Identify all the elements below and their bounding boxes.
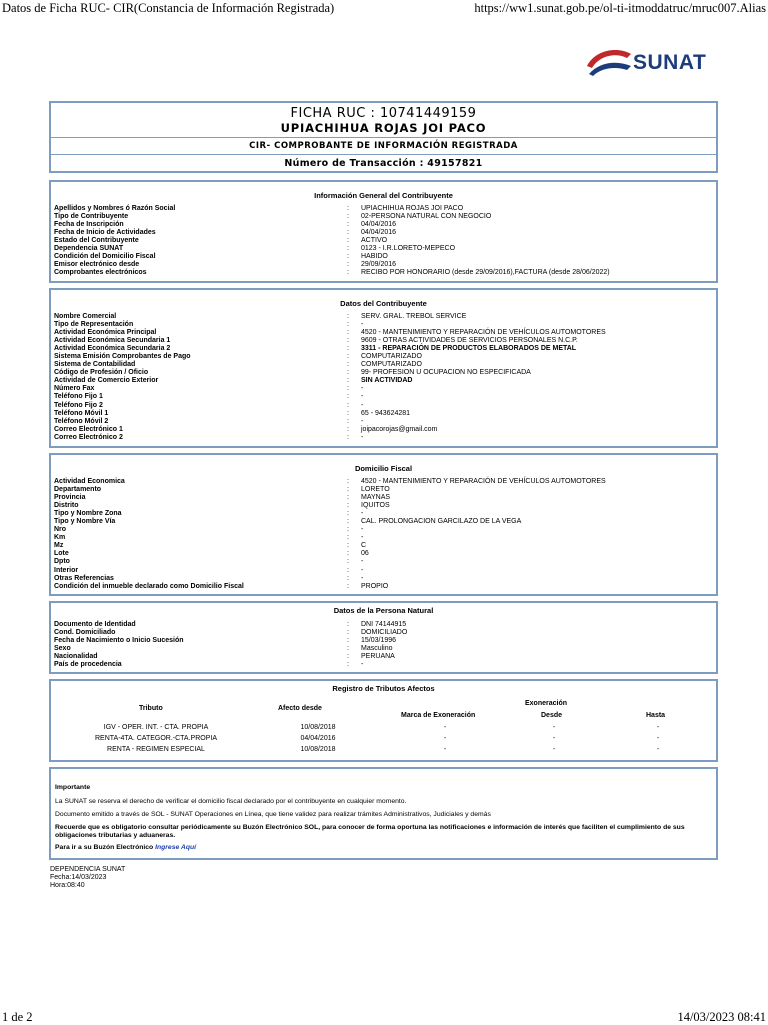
row-colon: : — [347, 221, 349, 229]
persona-rows — [54, 621, 713, 669]
row-label: Fecha de Inscripción — [54, 221, 124, 229]
buzon-text: Para ir a su Buzón Electrónico — [55, 844, 154, 851]
row-colon: : — [347, 417, 349, 425]
contribuyente-name: UPIACHIHUA ROJAS JOI PACO — [280, 121, 487, 135]
row-value: - — [361, 534, 364, 542]
row-label: Actividad Económica Secundaria 1 — [54, 337, 171, 345]
row-value: 04/04/2016 — [361, 221, 397, 229]
row-label: Sistema Emisión Comprobantes de Pago — [54, 353, 191, 361]
row-value: ACTIVO — [361, 237, 388, 245]
row-colon: : — [347, 425, 349, 433]
buzon-line — [55, 844, 712, 852]
info-row — [54, 253, 713, 261]
row-colon: : — [347, 353, 349, 361]
row-colon: : — [347, 574, 349, 582]
row-colon: : — [347, 653, 349, 661]
tributo-cell-hasta: - — [656, 735, 660, 742]
row-value: 65 - 943624281 — [361, 409, 411, 417]
tributo-cell-marca: - — [443, 746, 447, 753]
row-value: - — [361, 385, 364, 393]
ingrese-aqui-link[interactable]: Ingrese Aquí — [155, 844, 197, 851]
info-row — [54, 402, 713, 410]
row-colon: : — [347, 205, 349, 212]
row-label: Dpto — [54, 558, 70, 566]
row-label: Correo Electrónico 1 — [54, 425, 123, 433]
info-row — [54, 353, 713, 361]
importante-heading: Importante — [55, 784, 91, 791]
importante-p3: Recuerde que es obligatorio consultar periódicamente su Buzón Electrónico SOL, para conocer de forma oportuna las notificaciones e información de interés que faciliten el cumplimiento de sus obligaciones tributarias y aduaneras. — [55, 824, 685, 839]
row-label: Cond. Domiciliado — [54, 629, 116, 637]
domicilio-fiscal-section — [49, 453, 718, 596]
row-value: SIN ACTIVIDAD — [361, 377, 413, 385]
row-label: Tipo y Nombre Vía — [54, 518, 116, 526]
row-value: MAYNAS — [361, 494, 391, 502]
info-row — [54, 261, 713, 269]
info-row — [54, 313, 713, 321]
row-label: Otras Referencias — [54, 574, 114, 582]
section-heading: Datos de la Persona Natural — [333, 606, 434, 615]
row-colon: : — [347, 313, 349, 320]
row-colon: : — [347, 621, 349, 628]
row-value: C — [361, 542, 367, 550]
ficha-header-box — [49, 101, 718, 173]
row-value: - — [361, 321, 364, 329]
row-value: 04/04/2016 — [361, 229, 397, 237]
row-value: 9609 - OTRAS ACTIVIDADES DE SERVICIOS PERSONALES N.C.P. — [361, 337, 578, 345]
row-label: Nombre Comercial — [54, 313, 117, 320]
row-value: 99- PROFESION U OCUPACION NO ESPECIFICADA — [361, 369, 531, 377]
row-label: Dependencia SUNAT — [54, 245, 124, 253]
info-row — [54, 575, 713, 583]
row-value: 06 — [361, 550, 369, 558]
tributo-cell-desde: - — [552, 746, 556, 753]
sunat-logo-text: SUNAT — [633, 51, 707, 74]
section-heading: Datos del Contribuyente — [340, 299, 427, 308]
row-value: - — [361, 558, 364, 566]
row-label: Estado del Contribuyente — [54, 237, 139, 245]
footer-fecha: Fecha:14/03/2023 — [50, 874, 107, 881]
row-colon: : — [347, 213, 349, 221]
row-value: 29/09/2016 — [361, 261, 397, 269]
row-label: Distrito — [54, 502, 79, 510]
col-header-afecto: Afecto desde — [278, 705, 322, 712]
row-value: PERUANA — [361, 653, 395, 661]
row-value: 3311 - REPARACIÓN DE PRODUCTOS ELABORADOS DE METAL — [361, 345, 577, 353]
persona-natural-section — [49, 601, 718, 674]
row-colon: : — [347, 401, 349, 409]
row-label: Correo Electrónico 2 — [54, 433, 123, 441]
info-row — [54, 418, 713, 426]
row-label: Apellidos y Nombres ó Razón Social — [54, 205, 176, 212]
tributo-cell-afecto: 04/04/2016 — [300, 735, 336, 742]
print-header-title: Datos de Ficha RUC- CIR(Constancia de Información Registrada) — [2, 1, 335, 15]
row-colon: : — [347, 385, 349, 393]
row-label: Tipo de Contribuyente — [54, 213, 129, 221]
tributo-cell-tributo: RENTA-4TA. CATEGOR.-CTA.PROPIA — [95, 735, 217, 742]
row-label: Comprobantes electrónicos — [54, 269, 147, 277]
row-label: Emisor electrónico desde — [54, 261, 140, 269]
row-colon: : — [347, 329, 349, 337]
row-label: Teléfono Móvil 1 — [54, 409, 109, 417]
row-value: UPIACHIHUA ROJAS JOI PACO — [361, 205, 464, 212]
info-row — [54, 237, 713, 245]
tributos-section — [49, 679, 718, 762]
row-label: Teléfono Fijo 1 — [54, 393, 103, 401]
row-colon: : — [347, 245, 349, 253]
footer-dependencia: DEPENDENCIA SUNAT — [50, 866, 126, 873]
col-header-marca: Marca de Exoneración — [401, 712, 476, 719]
row-value: DNI 74144915 — [361, 621, 407, 628]
row-value: - — [361, 393, 364, 401]
info-row — [54, 653, 713, 661]
tributo-cell-tributo: IGV - OPER. INT. - CTA. PROPIA — [103, 724, 209, 731]
contribuyente-section — [49, 288, 718, 448]
row-value: - — [361, 417, 364, 425]
row-label: Teléfono Fijo 2 — [54, 401, 103, 409]
importante-p1: La SUNAT se reserva el derecho de verificar el domicilio fiscal declarado por el contribuyente en cualquier momento. — [55, 798, 407, 805]
row-colon: : — [347, 345, 349, 353]
row-value: COMPUTARIZADO — [361, 353, 422, 361]
general-info-section — [49, 180, 718, 283]
tributo-cell-hasta: - — [656, 746, 660, 753]
importante-p2: Documento emitido a través de SOL - SUNAT Operaciones en Línea, que tiene validez para realizar trámites Administrativos, Judiciales y demás — [55, 811, 491, 818]
row-value: CAL. PROLONGACION GARCILAZO DE LA VEGA — [361, 518, 522, 526]
row-label: Condición del Domicilio Fiscal — [54, 253, 156, 261]
contribuyente-rows — [54, 313, 713, 442]
row-value: - — [361, 574, 364, 582]
info-row — [54, 205, 713, 213]
general-info-rows — [54, 205, 713, 277]
row-value: 02-PERSONA NATURAL CON NEGOCIO — [361, 213, 492, 221]
row-colon: : — [347, 486, 349, 494]
importante-section — [49, 767, 718, 860]
row-value: PROPIO — [361, 582, 389, 590]
row-value: 4520 - MANTENIMIENTO Y REPARACIÓN DE VEHÍCULOS AUTOMOTORES — [361, 478, 606, 485]
row-value: 4520 - MANTENIMIENTO Y REPARACIÓN DE VEHÍCULOS AUTOMOTORES — [361, 329, 606, 337]
footer-hora: Hora:08:40 — [50, 882, 85, 889]
row-value: - — [361, 401, 364, 409]
info-row — [54, 629, 713, 637]
row-colon: : — [347, 229, 349, 237]
row-colon: : — [347, 661, 349, 669]
section-heading: Domicilio Fiscal — [354, 464, 413, 473]
info-row — [54, 550, 713, 558]
row-label: Interior — [54, 566, 79, 574]
row-value: LORETO — [361, 486, 390, 494]
row-colon: : — [347, 542, 349, 550]
row-colon: : — [347, 393, 349, 401]
row-label: Mz — [54, 542, 64, 550]
tributo-cell-desde: - — [552, 735, 556, 742]
tributo-cell-marca: - — [443, 724, 447, 731]
row-label: Actividad Económica Principal — [54, 329, 157, 337]
row-label: Tipo y Nombre Zona — [54, 510, 122, 518]
info-row — [54, 494, 713, 502]
info-row — [54, 410, 713, 418]
tributo-cell-tributo: RENTA - REGIMEN ESPECIAL — [107, 746, 205, 753]
info-row — [54, 321, 713, 329]
row-label: Número Fax — [54, 385, 95, 393]
info-row — [54, 534, 713, 542]
row-colon: : — [347, 369, 349, 377]
row-colon: : — [347, 409, 349, 417]
info-row — [54, 661, 713, 669]
info-row — [54, 329, 713, 337]
tributo-cell-desde: - — [552, 724, 556, 731]
col-header-desde: Desde — [541, 712, 563, 719]
row-colon: : — [347, 433, 349, 441]
row-label: País de procedencia — [54, 661, 122, 669]
row-colon: : — [347, 566, 349, 574]
row-colon: : — [347, 237, 349, 245]
row-colon: : — [347, 494, 349, 502]
tributo-cell-hasta: - — [656, 724, 660, 731]
row-colon: : — [347, 510, 349, 518]
row-label: Sexo — [54, 645, 71, 653]
row-colon: : — [347, 526, 349, 534]
row-colon: : — [347, 518, 349, 526]
row-label: Actividad Económica Secundaria 2 — [54, 345, 171, 353]
info-row — [54, 385, 713, 393]
row-value: - — [361, 526, 364, 534]
row-colon: : — [347, 321, 349, 329]
row-value: SERV. GRAL. TREBOL SERVICE — [361, 313, 467, 320]
col-header-hasta: Hasta — [646, 712, 666, 719]
print-header-url: https://ww1.sunat.gob.pe/ol-ti-itmoddatruc/mruc007.Alias — [474, 1, 766, 15]
row-value: HABIDO — [361, 253, 388, 261]
domicilio-rows — [54, 478, 713, 591]
row-colon: : — [347, 637, 349, 645]
row-label: Teléfono Móvil 2 — [54, 417, 109, 425]
info-row — [54, 542, 713, 550]
row-colon: : — [347, 261, 349, 269]
row-colon: : — [347, 550, 349, 558]
info-row — [54, 518, 713, 526]
info-row — [54, 583, 713, 591]
row-value: - — [361, 566, 364, 574]
info-row — [54, 526, 713, 534]
row-value: - — [361, 433, 364, 441]
row-colon: : — [347, 478, 349, 485]
info-row — [54, 377, 713, 385]
row-value: 0123 - I.R.LORETO-MEPECO — [361, 245, 456, 253]
info-row — [54, 221, 713, 229]
row-label: Nacionalidad — [54, 653, 98, 661]
print-footer-datetime: 14/03/2023 08:41 — [677, 1010, 766, 1024]
row-value: - — [361, 510, 364, 518]
row-label: Actividad Economica — [54, 478, 125, 485]
row-value: DOMICILIADO — [361, 629, 408, 637]
ficha-ruc-title: FICHA RUC : 10741449159 — [290, 106, 477, 121]
section-heading: Información General del Contribuyente — [314, 191, 453, 200]
info-row — [54, 213, 713, 221]
info-row — [54, 486, 713, 494]
row-colon: : — [347, 253, 349, 261]
info-row — [54, 229, 713, 237]
info-row — [54, 621, 713, 629]
cir-subtitle: CIR- COMPROBANTE DE INFORMACIÓN REGISTRADA — [249, 141, 518, 151]
sunat-logo-mark-icon — [583, 44, 635, 84]
info-row — [54, 345, 713, 353]
row-colon: : — [347, 582, 349, 590]
row-label: Sistema de Contabilidad — [54, 361, 136, 369]
info-row — [54, 337, 713, 345]
section-heading: Registro de Tributos Afectos — [332, 684, 435, 693]
row-colon: : — [347, 361, 349, 369]
row-value: - — [361, 661, 364, 669]
row-label: Código de Profesión / Oficio — [54, 369, 149, 377]
info-row — [54, 361, 713, 369]
row-label: Km — [54, 534, 66, 542]
transaction-number: Número de Transacción : 49157821 — [284, 158, 483, 169]
row-label: Condición del inmueble declarado como Domicilio Fiscal — [54, 582, 244, 590]
info-row — [54, 434, 713, 442]
tributo-cell-afecto: 10/08/2018 — [300, 724, 336, 731]
info-row — [54, 502, 713, 510]
info-row — [54, 558, 713, 566]
row-label: Actividad de Comercio Exterior — [54, 377, 159, 385]
row-label: Provincia — [54, 494, 86, 502]
info-row — [54, 567, 713, 575]
row-value: 15/03/1996 — [361, 637, 397, 645]
info-row — [54, 269, 713, 277]
info-row — [54, 645, 713, 653]
info-row — [54, 393, 713, 401]
row-label: Fecha de Inicio de Actividades — [54, 229, 156, 237]
row-value: Masculino — [361, 645, 393, 653]
info-row — [54, 478, 713, 486]
row-colon: : — [347, 337, 349, 345]
info-row — [54, 510, 713, 518]
row-colon: : — [347, 377, 349, 385]
row-value: IQUITOS — [361, 502, 390, 510]
col-header-tributo: Tributo — [139, 705, 163, 712]
row-value: RECIBO POR HONORARIO (desde 29/09/2016),FACTURA (desde 28/06/2022) — [361, 269, 610, 277]
row-label: Lote — [54, 550, 69, 558]
tributo-cell-marca: - — [443, 735, 447, 742]
row-label: Nro — [54, 526, 67, 534]
row-colon: : — [347, 558, 349, 566]
row-colon: : — [347, 269, 349, 277]
row-colon: : — [347, 534, 349, 542]
row-value[interactable]: joipacorojas@gmail.com — [361, 425, 438, 433]
col-header-exoneracion: Exoneración — [525, 700, 568, 707]
info-row — [54, 426, 713, 434]
row-colon: : — [347, 629, 349, 637]
row-label: Documento de Identidad — [54, 621, 136, 628]
tributo-cell-afecto: 10/08/2018 — [300, 746, 336, 753]
row-label: Fecha de Nacimiento o Inicio Sucesión — [54, 637, 184, 645]
row-colon: : — [347, 502, 349, 510]
row-colon: : — [347, 645, 349, 653]
info-row — [54, 369, 713, 377]
row-label: Departamento — [54, 486, 102, 494]
row-value: COMPUTARIZADO — [361, 361, 422, 369]
row-label: Tipo de Representación — [54, 321, 134, 329]
print-footer-page: 1 de 2 — [2, 1010, 33, 1024]
info-row — [54, 245, 713, 253]
info-row — [54, 637, 713, 645]
